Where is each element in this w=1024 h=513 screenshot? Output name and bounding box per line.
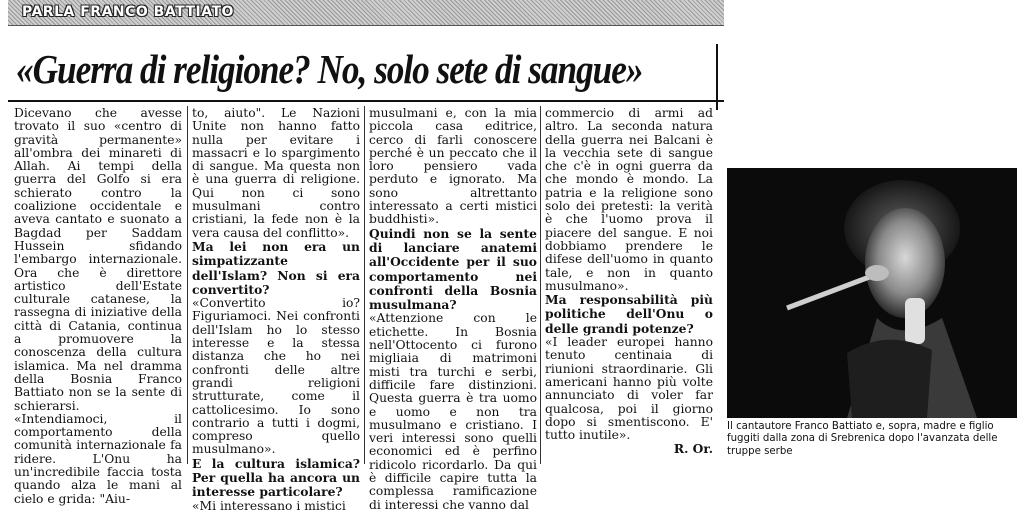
photo-illustration (727, 168, 1017, 418)
kicker-label: PARLA FRANCO BATTIATO (22, 4, 234, 20)
column-divider (364, 106, 365, 464)
column-2-text-3: «Mi interessano i mistici (192, 498, 346, 513)
article-headline: «Guerra di religione? No, solo sete di sangue» (16, 46, 643, 92)
column-3-text-1: musulmani e, con la mia piccola casa editrice, cerco di farli conoscere perché è un peccato che il loro pensiero vada perduto e ignorato. Ma sono altrettanto interessato a certi mistici buddhisti». (369, 106, 537, 227)
column-2-text-1: to, aiuto". Le Nazioni Unite non hanno fatto nulla per evitare i massacri e lo spargimento di sangue. Ma questa non è una guerra di religione. Qui non ci sono musulmani contro cristiani, la fede non è la vera causa del conflitto». (192, 106, 360, 240)
article-column-2 (192, 106, 360, 513)
column-3-text-2: «Attenzione con le etichette. In Bosnia nell'Ottocento ci furono migliaia di matrimoni misti tra turchi e serbi, difficile fare distinzioni. Questa guerra è tra uomo e uomo e non tra musulmano e cristiano. I veri interessi sono quelli economici ed è perfino ridicolo ricordarlo. Da qui è difficile capire tutta la complessa ramificazione di interessi che vanno dal (369, 311, 537, 512)
column-1-text: Dicevano che avesse trovato il suo «centro di gravità permanente» all'ombra dei minareti di Allah. Ai tempi della guerra del Golfo si era schierato contro la coalizione occidentale e aveva cantato e suonato a Bagdad per Saddam Hussein sfidando l'embargo internazionale. Ora che è direttore artistico dell'Estate culturale catanese, la rassegna di iniziative della città di Catania, continua a promuovere la conoscenza della cultura islamica. Ma nel dramma della Bosnia Franco Battiato non se la sente di schierarsi. «Intendiamoci, il comportamento della comunità internazionale fa ridere. L'Onu ha un'incredibile faccia tosta quando alza le mani al cielo e grida: "Aiu- (14, 106, 182, 506)
interview-question-4: Ma responsabilità più politiche dell'Onu o delle grandi potenze? (545, 292, 713, 336)
interview-question-1: Ma lei non era un simpatizzante dell'Islam? Non si era convertito? (192, 238, 360, 297)
article-column-1 (14, 106, 182, 506)
column-4-text-1: commercio di armi ad altro. La seconda natura della guerra nei Balcani è la vecchia sete di sangue che c'è in ogni guerra da che mondo è mondo. La patria e la religione sono solo dei pretesti: la verità è che l'uomo prova il piacere del sangue. E noi dobbiamo prendere le difese dell'uomo in quanto tale, e non in quanto musulmano». (545, 106, 713, 293)
column-4-text-2: «I leader europei hanno tenuto centinaia di riunioni straordinarie. Gli americani hanno più volte annunciato di voler far qualcosa, poi il giorno dopo si smentiscono. E' tutto inutile». (545, 335, 713, 443)
battiato-photo (727, 168, 1017, 418)
article-column-3 (369, 106, 537, 512)
photo-caption: Il cantautore Franco Battiato e, sopra, madre e figlio fuggiti dalla zona di Srebrenica dopo l'avanzata delle truppe serbe (727, 421, 998, 457)
column-divider (187, 106, 188, 464)
headline-rule (8, 100, 724, 102)
article-column-4 (545, 107, 713, 464)
column-divider (540, 106, 541, 464)
interview-question-3: Quindi non se la sente di lanciare anatemi all'Occidente per il suo comportamento nei confronti della Bosnia musulmana? (369, 225, 537, 313)
interview-question-2: E la cultura islamica? Per quella ha ancora un interesse particolare? (192, 455, 360, 500)
kicker-bar (8, 0, 724, 26)
column-2-text-2: «Convertito io? Figuriamoci. Nei confronti dell'Islam ho lo stesso interesse e la stessa distanza che ho nei confronti delle altre grandi religioni strutturate, come il cattolicesimo. Io sono contrario a tutti i dogmi, compreso quello musulmano». (192, 296, 360, 457)
author-signature: R. Or. (673, 441, 713, 457)
